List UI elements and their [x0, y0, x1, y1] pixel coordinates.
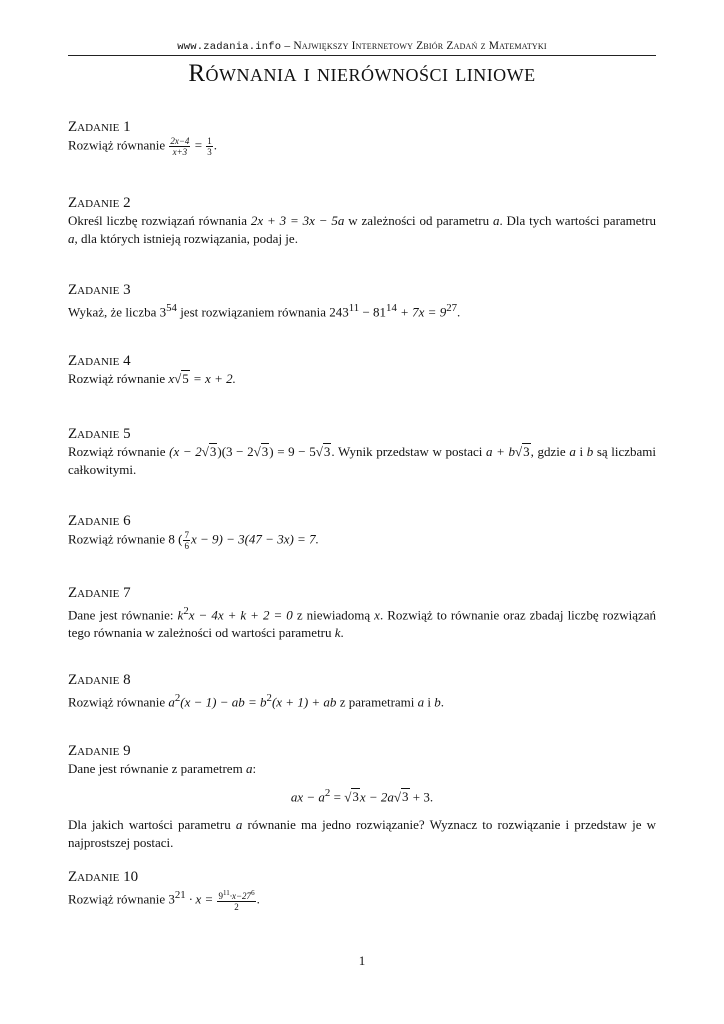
exponent: 6	[251, 889, 255, 898]
math: )(3 − 2	[217, 444, 254, 459]
fraction-numerator: 7	[184, 530, 189, 540]
task-label: Zadanie 8	[68, 672, 131, 688]
fraction-denominator: 2	[234, 902, 239, 913]
task-9	[68, 743, 656, 852]
math: (x − 1) − ab = b	[180, 694, 267, 710]
parameter: a	[417, 694, 425, 710]
exponent: 11	[222, 889, 230, 898]
parameter: a	[235, 817, 243, 833]
fraction	[206, 136, 213, 157]
text-fragment: jest rozwiązaniem równania	[180, 304, 327, 320]
math: 3	[168, 891, 175, 907]
math: a + b	[486, 444, 516, 459]
site-url[interactable]: www.zadania.info	[177, 41, 282, 53]
square-root: 3	[523, 444, 530, 459]
square-root: 5	[182, 371, 189, 386]
equals-sign: =	[194, 137, 203, 153]
math: ) = 9 − 5	[269, 444, 316, 459]
math: x	[168, 371, 175, 386]
period: .	[213, 137, 218, 153]
math: 8 (	[168, 531, 183, 547]
variable: x	[374, 607, 380, 623]
task-1	[68, 119, 656, 157]
text-fragment: . Rozwiąż to równanie oraz zbadaj liczbę rozwiązań tego równania w zależności od wartości parametru	[68, 607, 657, 641]
text-fragment: Dane jest równanie:	[68, 607, 174, 623]
text-fragment: i	[427, 694, 432, 710]
task-label: Zadanie 2	[68, 195, 131, 211]
exponent: 2	[183, 605, 189, 617]
task-text	[68, 136, 656, 157]
square-root: 3	[323, 444, 331, 459]
task-label: Zadanie 3	[68, 282, 131, 298]
task-prefix: Rozwiąż równanie	[68, 694, 166, 710]
task-10	[68, 869, 656, 912]
period: .	[440, 694, 445, 710]
task-text	[68, 299, 656, 321]
equals-sign: =	[333, 789, 341, 805]
page-number: 1	[358, 953, 366, 968]
math: − 81	[362, 304, 387, 320]
math: a	[168, 694, 175, 710]
task-6	[68, 513, 656, 551]
task-text	[68, 530, 656, 551]
task-label: Zadanie 10	[68, 869, 139, 885]
math: 3	[159, 304, 167, 320]
display-equation: ax − $a^2 = √3x - 2a√3 + 3$.	[290, 787, 434, 805]
text-fragment: Dla jakich wartości parametru	[68, 817, 231, 833]
parameter: b	[586, 444, 594, 459]
task-text	[68, 816, 656, 852]
task-text	[68, 689, 656, 711]
math: ·x−27	[229, 891, 252, 902]
math: x − 9) − 3(47 − 3x) = 7.	[190, 531, 319, 547]
math: k	[177, 607, 184, 623]
text-fragment: , dla których istnieją rozwiązania, podaj je.	[74, 231, 298, 246]
text-fragment: w zależności od parametru	[348, 213, 490, 228]
exponent: 27	[446, 302, 458, 314]
header-rule	[68, 55, 656, 56]
task-prefix: Rozwiąż równanie	[68, 531, 166, 547]
text-fragment: . Dla tych wartości parametru	[499, 213, 657, 228]
fraction-numerator: 2x−4	[170, 136, 190, 146]
exponent: 2	[324, 787, 331, 799]
task-prefix: Rozwiąż równanie	[68, 137, 166, 153]
exponent: 2	[266, 692, 272, 704]
text-fragment: Określ liczbę rozwiązań równania	[68, 213, 248, 228]
equation: x − 4x + k + 2 = 0	[188, 607, 293, 623]
task-text	[68, 212, 656, 248]
fraction-numerator	[217, 888, 255, 902]
task-label: Zadanie 6	[68, 513, 131, 529]
fraction	[169, 136, 190, 157]
text-fragment: . Wynik przedstaw w postaci	[331, 444, 483, 459]
text-fragment: Dane jest równanie z parametrem	[68, 761, 243, 776]
task-label: Zadanie 7	[68, 585, 131, 601]
task-8	[68, 672, 656, 711]
task-prefix: Rozwiąż równanie	[68, 891, 166, 907]
parameter: a	[492, 213, 500, 228]
exponent: 11	[348, 302, 360, 314]
exponent: 21	[174, 889, 186, 901]
math: = x + 2.	[193, 371, 236, 386]
parameter: b	[434, 694, 441, 710]
task-label: Zadanie 5	[68, 426, 131, 442]
square-root: 3	[402, 789, 409, 805]
header-separator: –	[284, 40, 291, 52]
task-text	[68, 760, 656, 778]
period: .	[256, 891, 260, 907]
task-text	[68, 602, 656, 642]
task-text: Rozwiąż równanie (x − 2√3)(3 − 2√3) = 9 − 5√3. Wynik przedstaw w postaci a + b√3, gdzie a i b są liczbami całkowitymi.	[68, 444, 657, 477]
period: .	[340, 625, 344, 641]
math: + 3.	[412, 789, 434, 805]
task-prefix: Rozwiąż równanie	[68, 371, 166, 386]
text-fragment: są liczbami całkowitymi.	[68, 444, 657, 477]
parameter: a	[245, 761, 253, 776]
parameter: a	[569, 444, 576, 459]
text-fragment: i	[579, 444, 584, 459]
math: 243	[329, 304, 349, 320]
text-fragment: Wykaż, że liczba	[68, 304, 157, 320]
fraction-numerator: 1	[207, 136, 212, 146]
task-7	[68, 585, 656, 642]
text-fragment: z niewiadomą	[296, 607, 371, 623]
exponent: 54	[166, 302, 177, 314]
equation: 2x + 3 = 3x − 5a	[250, 213, 345, 228]
square-root: 3	[209, 444, 217, 459]
text-fragment: :	[252, 761, 257, 776]
exponent: 14	[386, 302, 397, 314]
math: ax − a	[290, 789, 325, 805]
task-label: Zadanie 1	[68, 119, 131, 135]
period: .	[457, 304, 461, 320]
square-root: 3	[352, 789, 359, 805]
math: (x + 1) + ab	[271, 694, 337, 710]
header-subtitle: Największy Internetowy Zbiór Zadań z Matematyki	[293, 40, 547, 52]
task-text: Rozwiąż równanie x√5 = x + 2.	[68, 371, 236, 386]
task-2	[68, 195, 656, 248]
math: x − 2a	[359, 789, 394, 805]
exponent: 2	[174, 692, 181, 704]
page-title: Równania i nierówności liniowe	[188, 60, 536, 87]
task-label: Zadanie 9	[68, 743, 131, 759]
text-fragment: , gdzie	[530, 444, 566, 459]
fraction-denominator: x+3	[172, 147, 188, 157]
task-3	[68, 282, 656, 321]
running-header	[68, 40, 656, 53]
fraction	[183, 530, 190, 551]
math: 9	[218, 891, 223, 902]
math: · x =	[188, 891, 214, 907]
fraction-denominator: 6	[184, 541, 189, 551]
text-fragment: równanie ma jedno rozwiązanie? Wyznacz to rozwiązanie i przedstaw je w najprostszej postaci.	[68, 817, 657, 851]
task-text	[68, 886, 656, 912]
task-prefix: Rozwiąż równanie	[68, 444, 166, 459]
math: (x − 2	[169, 444, 202, 459]
parameter: k	[334, 625, 341, 641]
text-fragment: z parametrami	[339, 694, 415, 710]
fraction-denominator: 3	[207, 147, 212, 157]
parameter: a	[68, 231, 75, 246]
task-4	[68, 353, 656, 388]
task-5	[68, 426, 656, 479]
task-label: Zadanie 4	[68, 353, 131, 369]
fraction	[217, 888, 255, 912]
square-root: 3	[261, 444, 269, 459]
math: + 7x = 9	[400, 304, 447, 320]
